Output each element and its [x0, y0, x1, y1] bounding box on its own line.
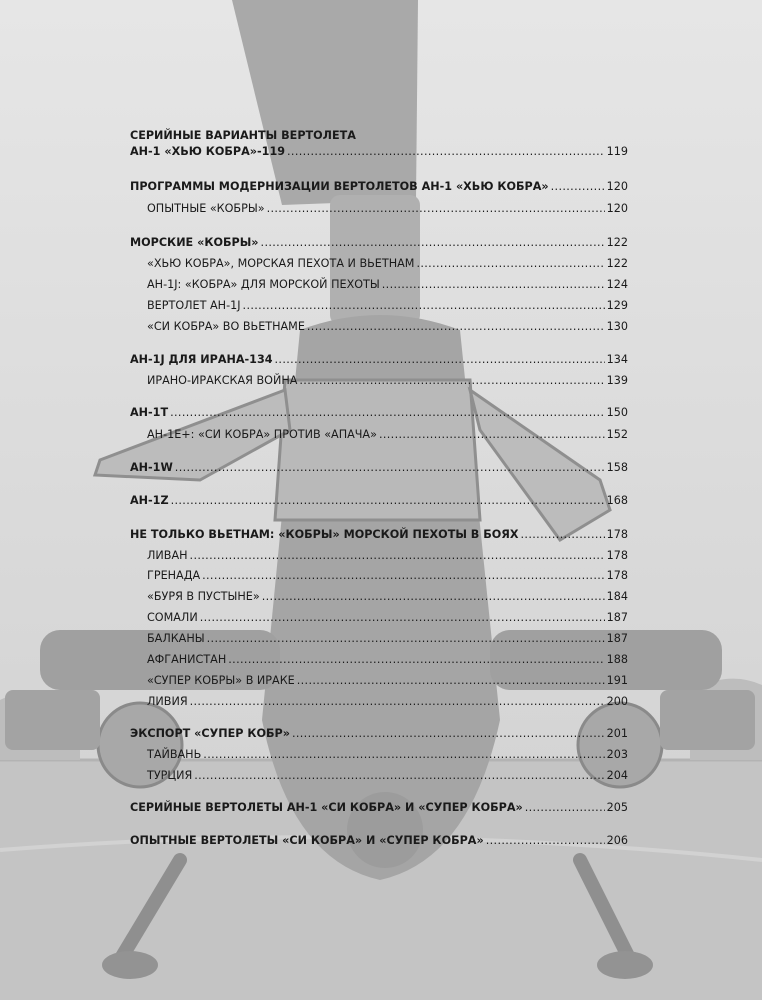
toc-leader-dots [261, 236, 605, 250]
toc-page-number: 203 [606, 748, 628, 761]
toc-leader-dots [228, 653, 604, 667]
toc-entry[interactable] [130, 349, 628, 367]
toc-page-number: 204 [606, 769, 628, 782]
toc-page-number: 122 [606, 257, 628, 270]
toc-title-first-line: СЕРИЙНЫЕ ВАРИАНТЫ ВЕРТОЛЕТА [130, 129, 356, 142]
toc-subentry[interactable] [147, 628, 628, 646]
toc-leader-dots [292, 727, 605, 741]
toc-entry[interactable] [130, 524, 628, 542]
toc-entry-title: ОПЫТНЫЕ «КОБРЫ» [147, 202, 265, 215]
toc-page-number: 188 [606, 653, 628, 666]
toc-leader-dots [170, 406, 605, 420]
toc-entry-title: ГРЕНАДА [147, 569, 201, 582]
toc-entry-title: СОМАЛИ [147, 611, 198, 624]
toc-leader-dots [200, 611, 605, 625]
toc-page-number: 129 [606, 299, 628, 312]
toc-leader-dots [171, 494, 605, 508]
toc-page-number: 119 [606, 145, 628, 158]
toc-entry-title: ОПЫТНЫЕ ВЕРТОЛЕТЫ «СИ КОБРА» И «СУПЕР КОБРА» [130, 834, 484, 847]
toc-entry-title: АФГАНИСТАН [147, 653, 227, 666]
toc-leader-dots [382, 278, 605, 292]
toc-page-number: 206 [606, 834, 628, 847]
toc-entry-title: «СУПЕР КОБРЫ» В ИРАКЕ [147, 674, 295, 687]
toc-subentry[interactable] [147, 198, 628, 216]
toc-entry-title: «БУРЯ В ПУСТЫНЕ» [147, 590, 260, 603]
toc-entry-title: АН-1J: «КОБРА» ДЛЯ МОРСКОЙ ПЕХОТЫ [147, 278, 380, 291]
toc-leader-dots [525, 801, 605, 815]
toc-leader-dots [307, 320, 605, 334]
toc-page-number: 139 [606, 374, 628, 387]
toc-entry[interactable] [130, 830, 628, 848]
toc-subentry[interactable] [147, 586, 628, 604]
toc-entry-title: АН-1J ДЛЯ ИРАНА-134 [130, 353, 273, 366]
toc-leader-dots [299, 374, 604, 388]
toc-entry-title: ИРАНО-ИРАКСКАЯ ВОЙНА [147, 374, 298, 387]
toc-entry-title: НЕ ТОЛЬКО ВЬЕТНАМ: «КОБРЫ» МОРСКОЙ ПЕХОТЫ В БОЯХ [130, 528, 519, 541]
toc-page-number: 187 [606, 611, 628, 624]
toc-leader-dots [175, 461, 605, 475]
toc-entry[interactable] [130, 232, 628, 250]
toc-page-number: 200 [606, 695, 628, 708]
toc-leader-dots [287, 145, 605, 159]
toc-entry-title: АН-1W [130, 461, 173, 474]
toc-page-number: 178 [606, 569, 628, 582]
toc-subentry[interactable] [147, 765, 628, 783]
toc-leader-dots [203, 748, 604, 762]
toc-page-number: 191 [606, 674, 628, 687]
table-of-contents [130, 0, 628, 1000]
toc-subentry[interactable] [147, 744, 628, 762]
toc-page-number: 205 [606, 801, 628, 814]
toc-page-number: 158 [606, 461, 628, 474]
toc-page-number: 178 [606, 549, 628, 562]
toc-page-number: 124 [606, 278, 628, 291]
toc-subentry[interactable] [147, 316, 628, 334]
toc-entry[interactable] [130, 457, 628, 475]
toc-entry[interactable] [130, 490, 628, 508]
toc-entry-title: ЭКСПОРТ «СУПЕР КОБР» [130, 727, 290, 740]
toc-entry[interactable] [130, 176, 628, 194]
toc-page-number: 150 [606, 406, 628, 419]
toc-subentry[interactable] [147, 565, 628, 583]
toc-subentry[interactable] [147, 670, 628, 688]
toc-entry-title: АН-1Е+: «СИ КОБРА» ПРОТИВ «АПАЧА» [147, 428, 377, 441]
toc-subentry[interactable] [147, 649, 628, 667]
toc-leader-dots [190, 549, 605, 563]
toc-entry[interactable] [130, 141, 628, 159]
toc-page-number: 168 [606, 494, 628, 507]
toc-subentry[interactable] [147, 545, 628, 563]
toc-leader-dots [275, 353, 605, 367]
toc-leader-dots [521, 528, 605, 542]
toc-page-number: 187 [606, 632, 628, 645]
toc-subentry[interactable] [147, 691, 628, 709]
toc-subentry[interactable] [147, 295, 628, 313]
toc-subentry[interactable] [147, 274, 628, 292]
toc-page-number: 120 [606, 180, 628, 193]
toc-leader-dots [486, 834, 605, 848]
toc-entry[interactable] [130, 723, 628, 741]
toc-entry-title: АН-1 «ХЬЮ КОБРА»-119 [130, 145, 286, 158]
toc-entry-title: БАЛКАНЫ [147, 632, 205, 645]
toc-leader-dots [267, 202, 605, 216]
toc-subentry[interactable] [147, 253, 628, 271]
toc-page-number: 122 [606, 236, 628, 249]
toc-entry-title: ВЕРТОЛЕТ АН-1J [147, 299, 241, 312]
toc-leader-dots [243, 299, 605, 313]
toc-entry[interactable] [130, 402, 628, 420]
toc-leader-dots [297, 674, 605, 688]
toc-page-number: 134 [606, 353, 628, 366]
toc-leader-dots [551, 180, 605, 194]
toc-entry-title: АН-1Т [130, 406, 169, 419]
toc-leader-dots [207, 632, 605, 646]
toc-page-number: 178 [606, 528, 628, 541]
toc-entry-title: ТАЙВАНЬ [147, 748, 202, 761]
toc-leader-dots [190, 695, 605, 709]
toc-entry-title: ТУРЦИЯ [147, 769, 193, 782]
toc-page-number: 201 [606, 727, 628, 740]
toc-page-number: 152 [606, 428, 628, 441]
toc-subentry[interactable] [147, 370, 628, 388]
toc-entry-title: «ХЬЮ КОБРА», МОРСКАЯ ПЕХОТА И ВЬЕТНАМ [147, 257, 415, 270]
toc-entry-title: ПРОГРАММЫ МОДЕРНИЗАЦИИ ВЕРТОЛЕТОВ АН-1 «ХЬЮ КОБРА» [130, 180, 549, 193]
toc-leader-dots [194, 769, 604, 783]
toc-subentry[interactable] [147, 424, 628, 442]
toc-page-number: 184 [606, 590, 628, 603]
toc-subentry[interactable] [147, 607, 628, 625]
toc-leader-dots [379, 428, 605, 442]
toc-entry-title: МОРСКИЕ «КОБРЫ» [130, 236, 259, 249]
toc-leader-dots [202, 569, 605, 583]
toc-entry-title: «СИ КОБРА» ВО ВЬЕТНАМЕ [147, 320, 305, 333]
toc-page-number: 120 [606, 202, 628, 215]
toc-entry-title: ЛИВИЯ [147, 695, 188, 708]
toc-entry-title: АН-1Z [130, 494, 169, 507]
toc-leader-dots [416, 257, 604, 271]
toc-entry[interactable] [130, 797, 628, 815]
toc-leader-dots [262, 590, 605, 604]
toc-entry-title: СЕРИЙНЫЕ ВЕРТОЛЕТЫ АН-1 «СИ КОБРА» И «СУПЕР КОБРА» [130, 801, 523, 814]
toc-entry-title: ЛИВАН [147, 549, 188, 562]
toc-page-number: 130 [606, 320, 628, 333]
